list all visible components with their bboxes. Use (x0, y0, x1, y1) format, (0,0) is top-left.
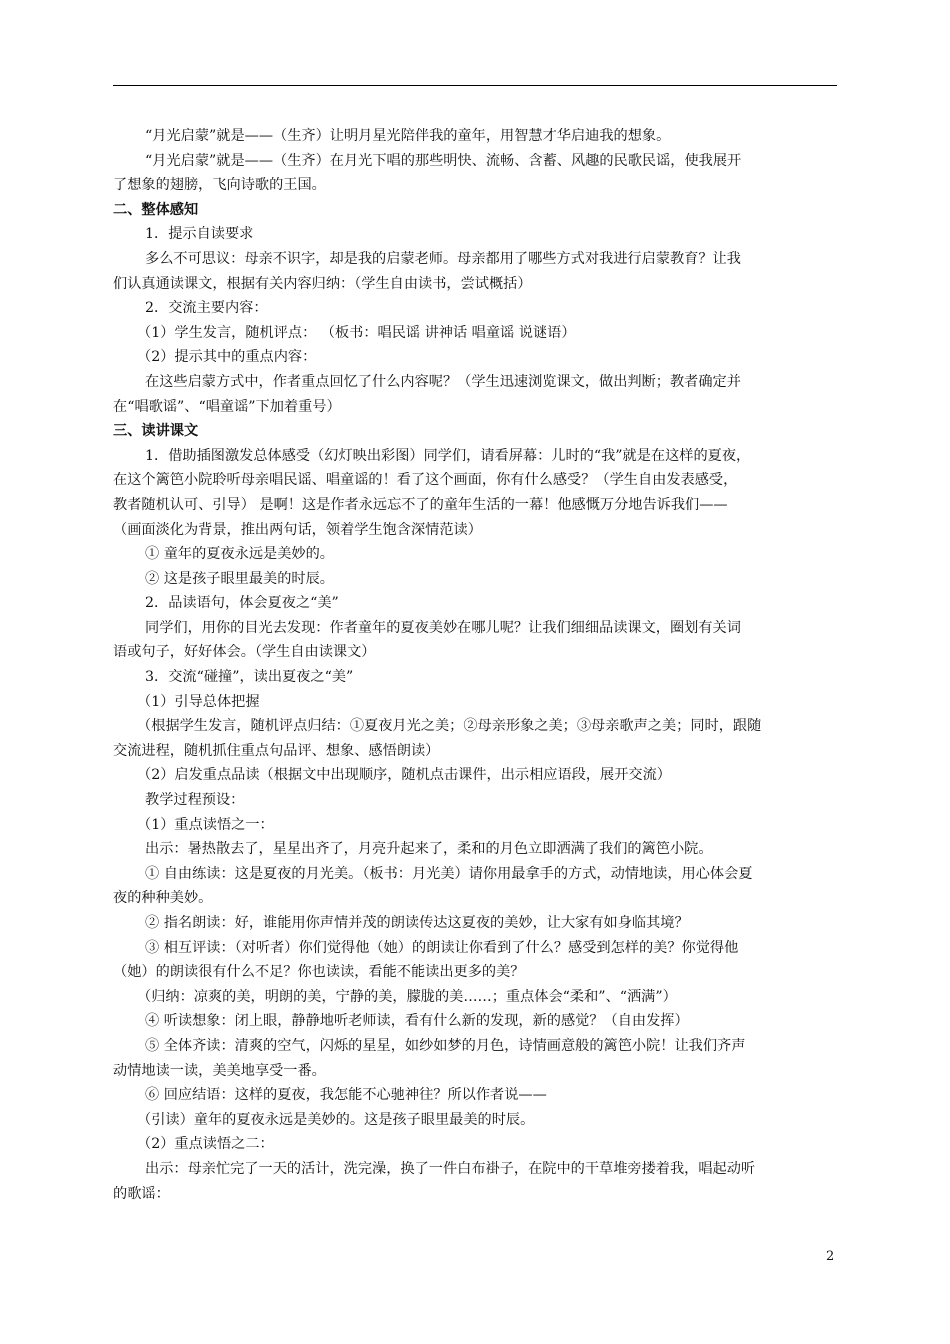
text-line: （2）重点读悟之二： (137, 1136, 274, 1153)
text-line: 3．交流“碰撞”，读出夏夜之“美” (145, 669, 354, 686)
text-line: （归纳：凉爽的美，明朗的美，宁静的美，朦胧的美……；重点体会“柔和”、“洒满”） (137, 988, 677, 1005)
text-line: ② 这是孩子眼里最美的时辰。 (145, 570, 334, 587)
text-line: （她）的朗读很有什么不足？你也读读，看能不能读出更多的美？ (113, 964, 525, 981)
text-line: （2）提示其中的重点内容： (137, 349, 317, 366)
text-line: 多么不可思议：母亲不识字，却是我的启蒙老师。母亲都用了哪些方式对我进行启蒙教育？让我 (145, 250, 741, 267)
text-line: （根据学生发言，随机评点归结：①夏夜月光之美；②母亲形象之美；③母亲歌声之美；同时，跟随 (137, 718, 762, 735)
text-line: （引读）童年的夏夜永远是美妙的。这是孩子眼里最美的时辰。 (137, 1111, 535, 1128)
text-line: 教学过程预设： (145, 792, 245, 809)
text-line: ③ 相互评读：（对听者）你们觉得他（她）的朗读让你看到了什么？感受到怎样的美？你觉得他 (145, 939, 739, 956)
text-line: ① 童年的夏夜永远是美妙的。 (145, 546, 334, 563)
text-line: 夜的种种美妙。 (113, 890, 213, 907)
text-line: （1）重点读悟之一： (137, 816, 274, 833)
text-line: 在“唱歌谣”、“唱童谣”下加着重号） (113, 398, 341, 415)
text-line: “月光启蒙”就是——（生齐）让明月星光陪伴我的童年，用智慧才华启迪我的想象。 (145, 128, 671, 144)
text-line: （1）引导总体把握 (137, 693, 260, 710)
text-line: ⑤ 全体齐读：清爽的空气，闪烁的星星，如纱如梦的月色，诗情画意般的篱笆小院！让我们齐声 (145, 1037, 746, 1054)
text-line: 出示：暑热散去了，星星出齐了，月亮升起来了，柔和的月色立即洒满了我们的篱笆小院。 (145, 841, 713, 858)
text-line: 的歌谣： (113, 1185, 170, 1202)
text-line: ⑥ 回应结语：这样的夏夜，我怎能不心驰神往？所以作者说—— (145, 1087, 547, 1104)
text-line: ② 指名朗读：好，谁能用你声情并茂的朗读传达这夏夜的美妙，让大家有如身临其境？ (145, 915, 689, 931)
section-heading: 三、读讲课文 (113, 423, 199, 440)
text-line: 了想象的翅膀，飞向诗歌的王国。 (113, 177, 326, 194)
text-line: 出示：母亲忙完了一天的活计，洗完澡，换了一件白布褂子，在院中的干草堆旁搂着我，唱起动听 (145, 1160, 756, 1177)
text-line: 1．借助插图激发总体感受（幻灯映出彩图）同学们，请看屏幕：儿时的“我”就是在这样的夏夜， (145, 447, 751, 464)
text-line: ④ 听读想象：闭上眼，静静地听老师读，看有什么新的发现，新的感觉？（自由发挥） (145, 1013, 689, 1030)
text-line: 2．品读语句，体会夏夜之“美” (145, 595, 339, 612)
text-line: 教者随机认可、引导） 是啊！这是作者永远忘不了的童年生活的一幕！他感慨万分地告诉我们—— (113, 496, 728, 513)
text-line: 们认真通读课文，根据有关内容归纳：（学生自由读书，尝试概括） (113, 275, 532, 292)
document-body (113, 124, 837, 1206)
text-line: 在这些启蒙方式中，作者重点回忆了什么内容呢？（学生迅速浏览课文，做出判断；教者确定并 (145, 373, 741, 390)
text-line: 交流进程，随机抓住重点句品评、想象、感悟朗读） (113, 742, 440, 759)
text-line: ① 自由练读：这是夏夜的月光美。（板书：月光美）请你用最拿手的方式，动情地读，用心体会夏 (145, 865, 753, 882)
section-heading: 二、整体感知 (113, 201, 199, 218)
text-line: 2．交流主要内容： (145, 300, 268, 317)
header-rule (113, 85, 837, 86)
text-line: 在这个篱笆小院聆听母亲唱民谣、唱童谣的！看了这个画面，你有什么感受？（学生自由发表感受， (113, 472, 738, 489)
page-number: 2 (826, 1249, 835, 1264)
text-line: （画面淡化为背景，推出两句话，领着学生饱含深情范读） (113, 521, 482, 538)
text-line: （1）学生发言，随机评点： （板书：唱民谣 讲神话 唱童谣 说谜语） (137, 324, 576, 341)
text-line: （2）启发重点品读（根据文中出现顺序，随机点击课件，出示相应语段，展开交流） (137, 767, 671, 784)
text-line: “月光启蒙”就是——（生齐）在月光下唱的那些明快、流畅、含蓄、风趣的民歌民谣，使我展开 (145, 152, 742, 169)
text-line: 1．提示自读要求 (145, 226, 254, 243)
text-line: 同学们，用你的目光去发现：作者童年的夏夜美妙在哪儿呢？让我们细细品读课文，圈划有关词 (145, 619, 741, 636)
text-line: 语或句子，好好体会。（学生自由读课文） (113, 644, 376, 661)
text-line: 动情地读一读，美美地享受一番。 (113, 1062, 326, 1079)
